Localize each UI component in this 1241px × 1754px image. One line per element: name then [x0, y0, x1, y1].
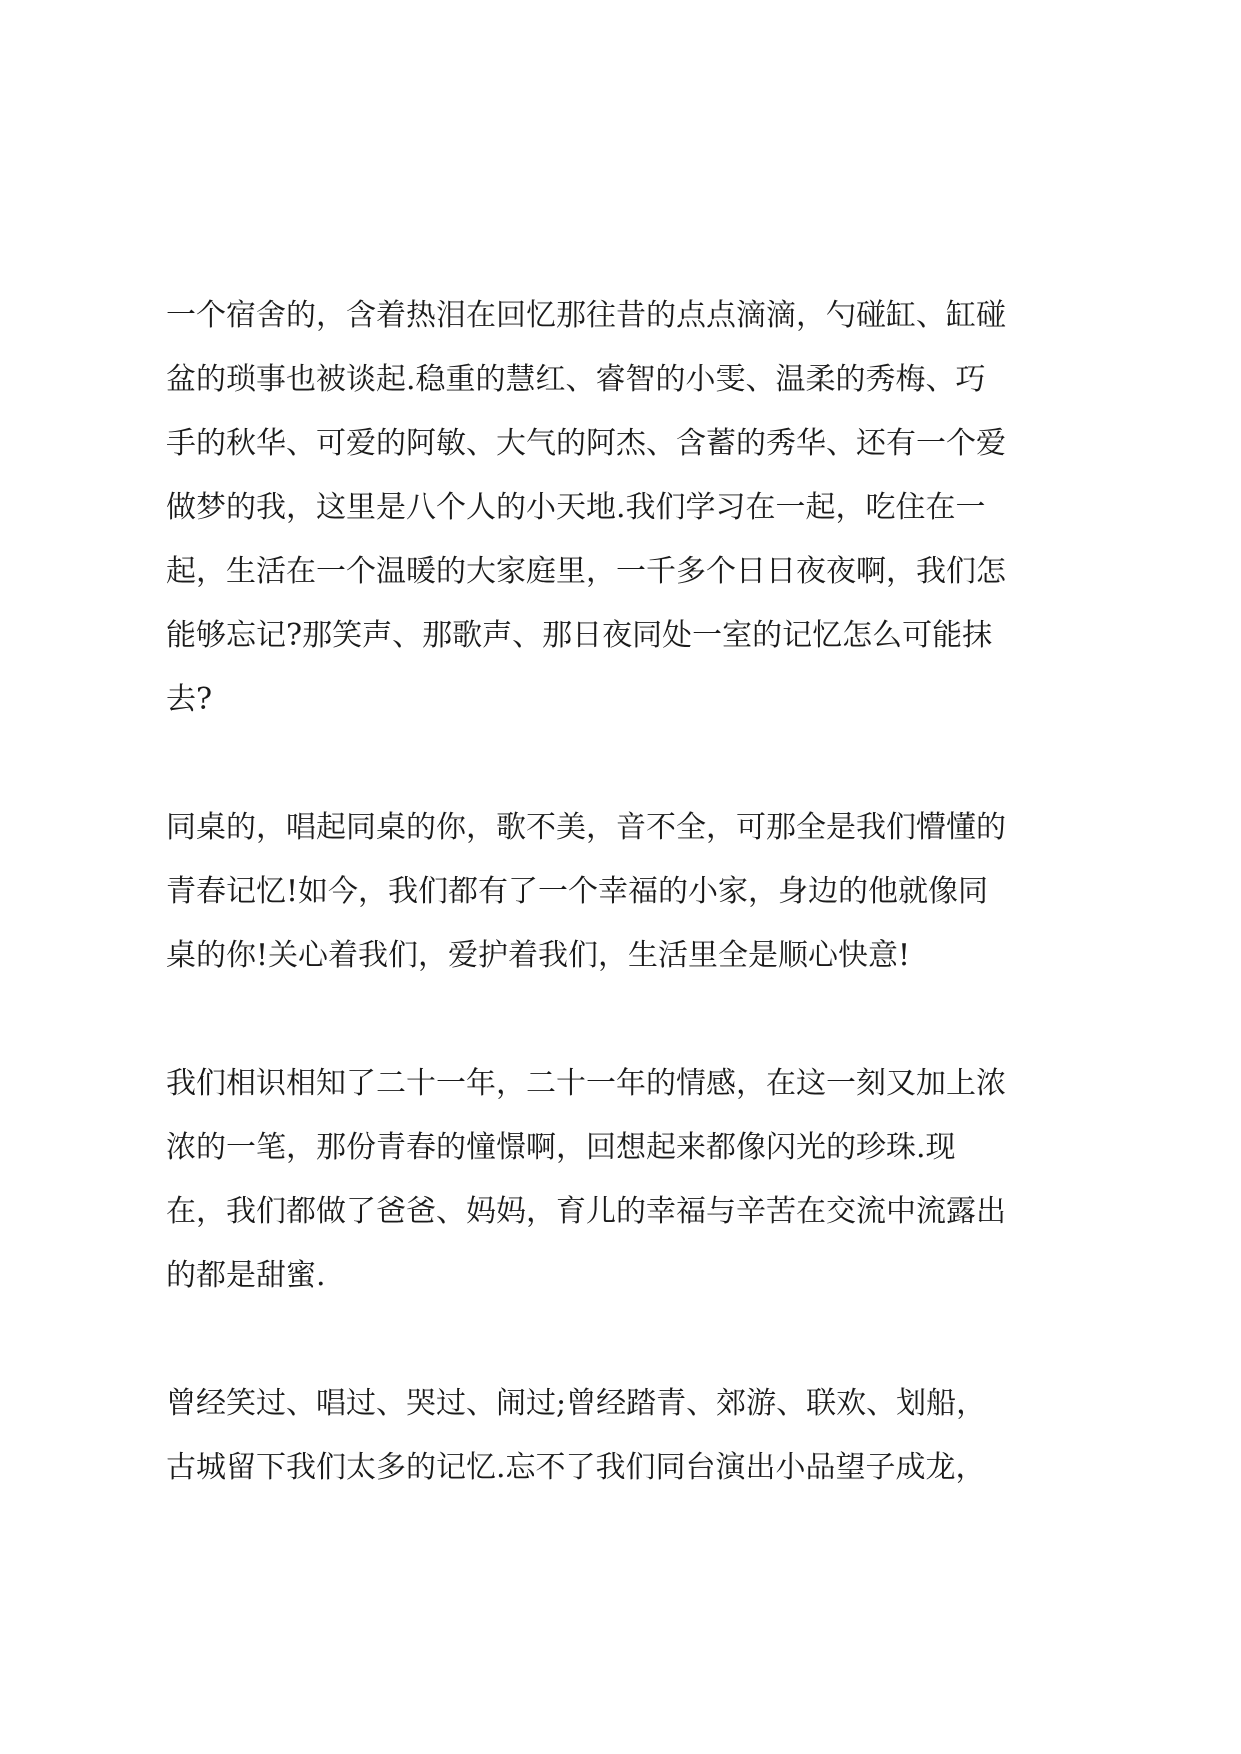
- text-line: 青春记忆!如今，我们都有了一个幸福的小家，身边的他就像同: [166, 874, 989, 909]
- text-line: 浓的一笔，那份青春的憧憬啊，回想起来都像闪光的珍珠.现: [166, 1130, 956, 1165]
- text-line: 起，生活在一个温暖的大家庭里，一千多个日日夜夜啊，我们怎: [166, 554, 1006, 589]
- text-line: 手的秋华、可爱的阿敏、大气的阿杰、含蓄的秀华、还有一个爱: [166, 426, 1006, 461]
- text-line: 盆的琐事也被谈起.稳重的慧红、睿智的小雯、温柔的秀梅、巧: [166, 362, 986, 397]
- text-line: 曾经笑过、唱过、哭过、闹过;曾经踏青、郊游、联欢、划船，: [166, 1386, 987, 1421]
- paragraph-memories: [166, 1372, 1096, 1500]
- text-line: 去?: [166, 682, 213, 717]
- paragraph-twenty-one-years: [166, 1052, 1096, 1308]
- paragraph-deskmate: [166, 796, 1096, 988]
- document-body: [166, 284, 1096, 1564]
- text-line: 的都是甜蜜.: [166, 1258, 326, 1293]
- text-line: 我们相识相知了二十一年，二十一年的情感，在这一刻又加上浓: [166, 1066, 1006, 1101]
- text-line: 一个宿舍的，含着热泪在回忆那往昔的点点滴滴，勺碰缸、缸碰: [166, 298, 1006, 333]
- text-line: 古城留下我们太多的记忆.忘不了我们同台演出小品望子成龙，: [166, 1450, 986, 1485]
- text-line: 做梦的我，这里是八个人的小天地.我们学习在一起，吃住在一: [166, 490, 986, 525]
- text-line: 能够忘记?那笑声、那歌声、那日夜同处一室的记忆怎么可能抹: [166, 618, 993, 653]
- text-line: 桌的你!关心着我们，爱护着我们，生活里全是顺心快意!: [166, 938, 911, 973]
- paragraph-dormitory: [166, 284, 1096, 732]
- text-line: 在，我们都做了爸爸、妈妈，育儿的幸福与辛苦在交流中流露出: [166, 1194, 1006, 1229]
- text-line: 同桌的，唱起同桌的你，歌不美，音不全，可那全是我们懵懂的: [166, 810, 1006, 845]
